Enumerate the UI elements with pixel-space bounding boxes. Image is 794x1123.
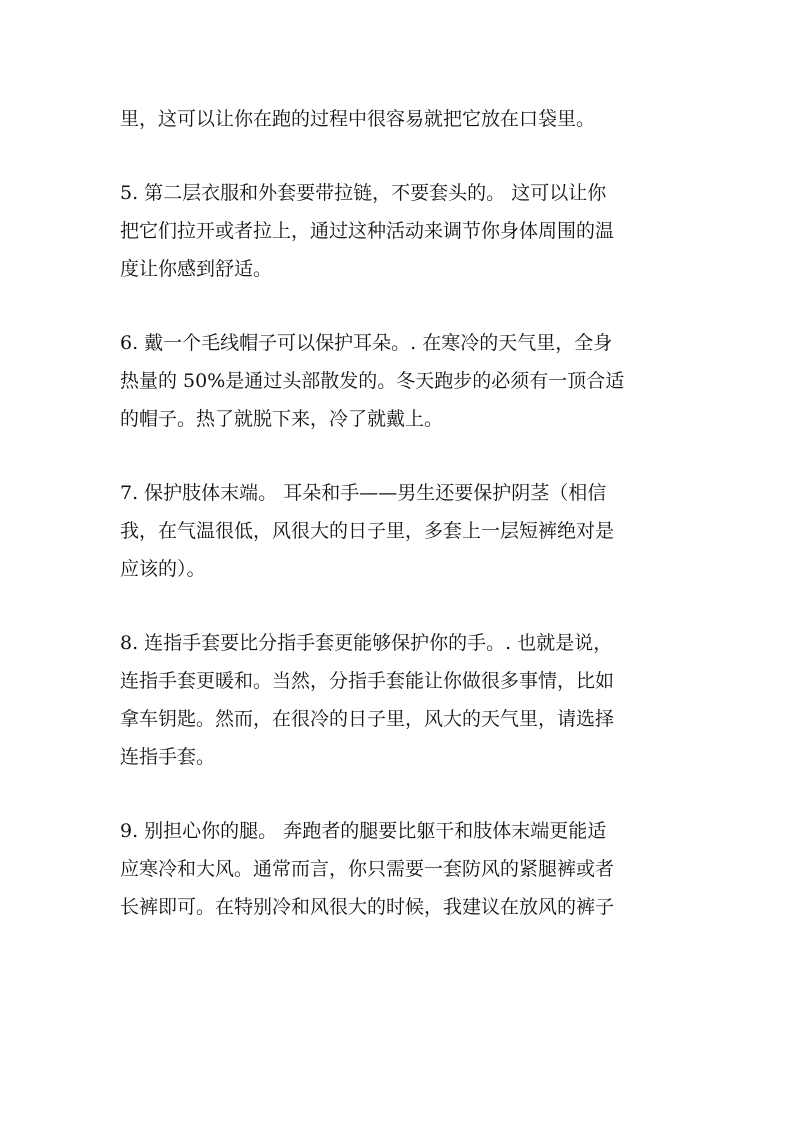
paragraph-tip-8 — [120, 624, 680, 776]
text-line: 里，这可以让你在跑的过程中很容易就把它放在口袋里。 — [120, 108, 596, 130]
paragraph-tip-5 — [120, 174, 680, 288]
text-line: 长裤即可。在特别冷和风很大的时候，我建议在放风的裤子 — [120, 896, 615, 918]
text-line: 7. 保护肢体末端。 耳朵和手——男生还要保护阴茎（相信 — [120, 482, 607, 504]
text-line: 拿车钥匙。然而，在很冷的日子里，风大的天气里，请选择 — [120, 708, 615, 730]
text-line: 度让你感到舒适。 — [120, 258, 273, 280]
paragraph-tip-9 — [120, 812, 680, 926]
document-body — [120, 100, 680, 926]
text-line: 9. 别担心你的腿。 奔跑者的腿要比躯干和肢体末端更能适 — [120, 820, 607, 842]
paragraph-tip-7 — [120, 474, 680, 588]
text-line: 6. 戴一个毛线帽子可以保护耳朵。. 在寒冷的天气里，全身 — [120, 332, 613, 354]
text-line: 应寒冷和大风。通常而言，你只需要一套防风的紧腿裤或者 — [120, 858, 615, 880]
paragraph-continuation — [120, 100, 680, 138]
paragraph-tip-6 — [120, 324, 680, 438]
text-line: 应该的）。 — [120, 558, 206, 580]
text-line: 的帽子。热了就脱下来，冷了就戴上。 — [120, 408, 444, 430]
text-line: 8. 连指手套要比分指手套更能够保护你的手。. 也就是说， — [120, 632, 613, 654]
text-line: 5. 第二层衣服和外套要带拉链，不要套头的。 这可以让你 — [120, 182, 607, 204]
text-line: 把它们拉开或者拉上，通过这种活动来调节你身体周围的温 — [120, 220, 615, 242]
text-line: 热量的 50%是通过头部散发的。冬天跑步的必须有一顶合适 — [120, 370, 625, 392]
text-line: 我，在气温很低，风很大的日子里，多套上一层短裤绝对是 — [120, 520, 615, 542]
text-line: 连指手套。 — [120, 746, 216, 768]
text-line: 连指手套更暖和。当然，分指手套能让你做很多事情，比如 — [120, 670, 615, 692]
